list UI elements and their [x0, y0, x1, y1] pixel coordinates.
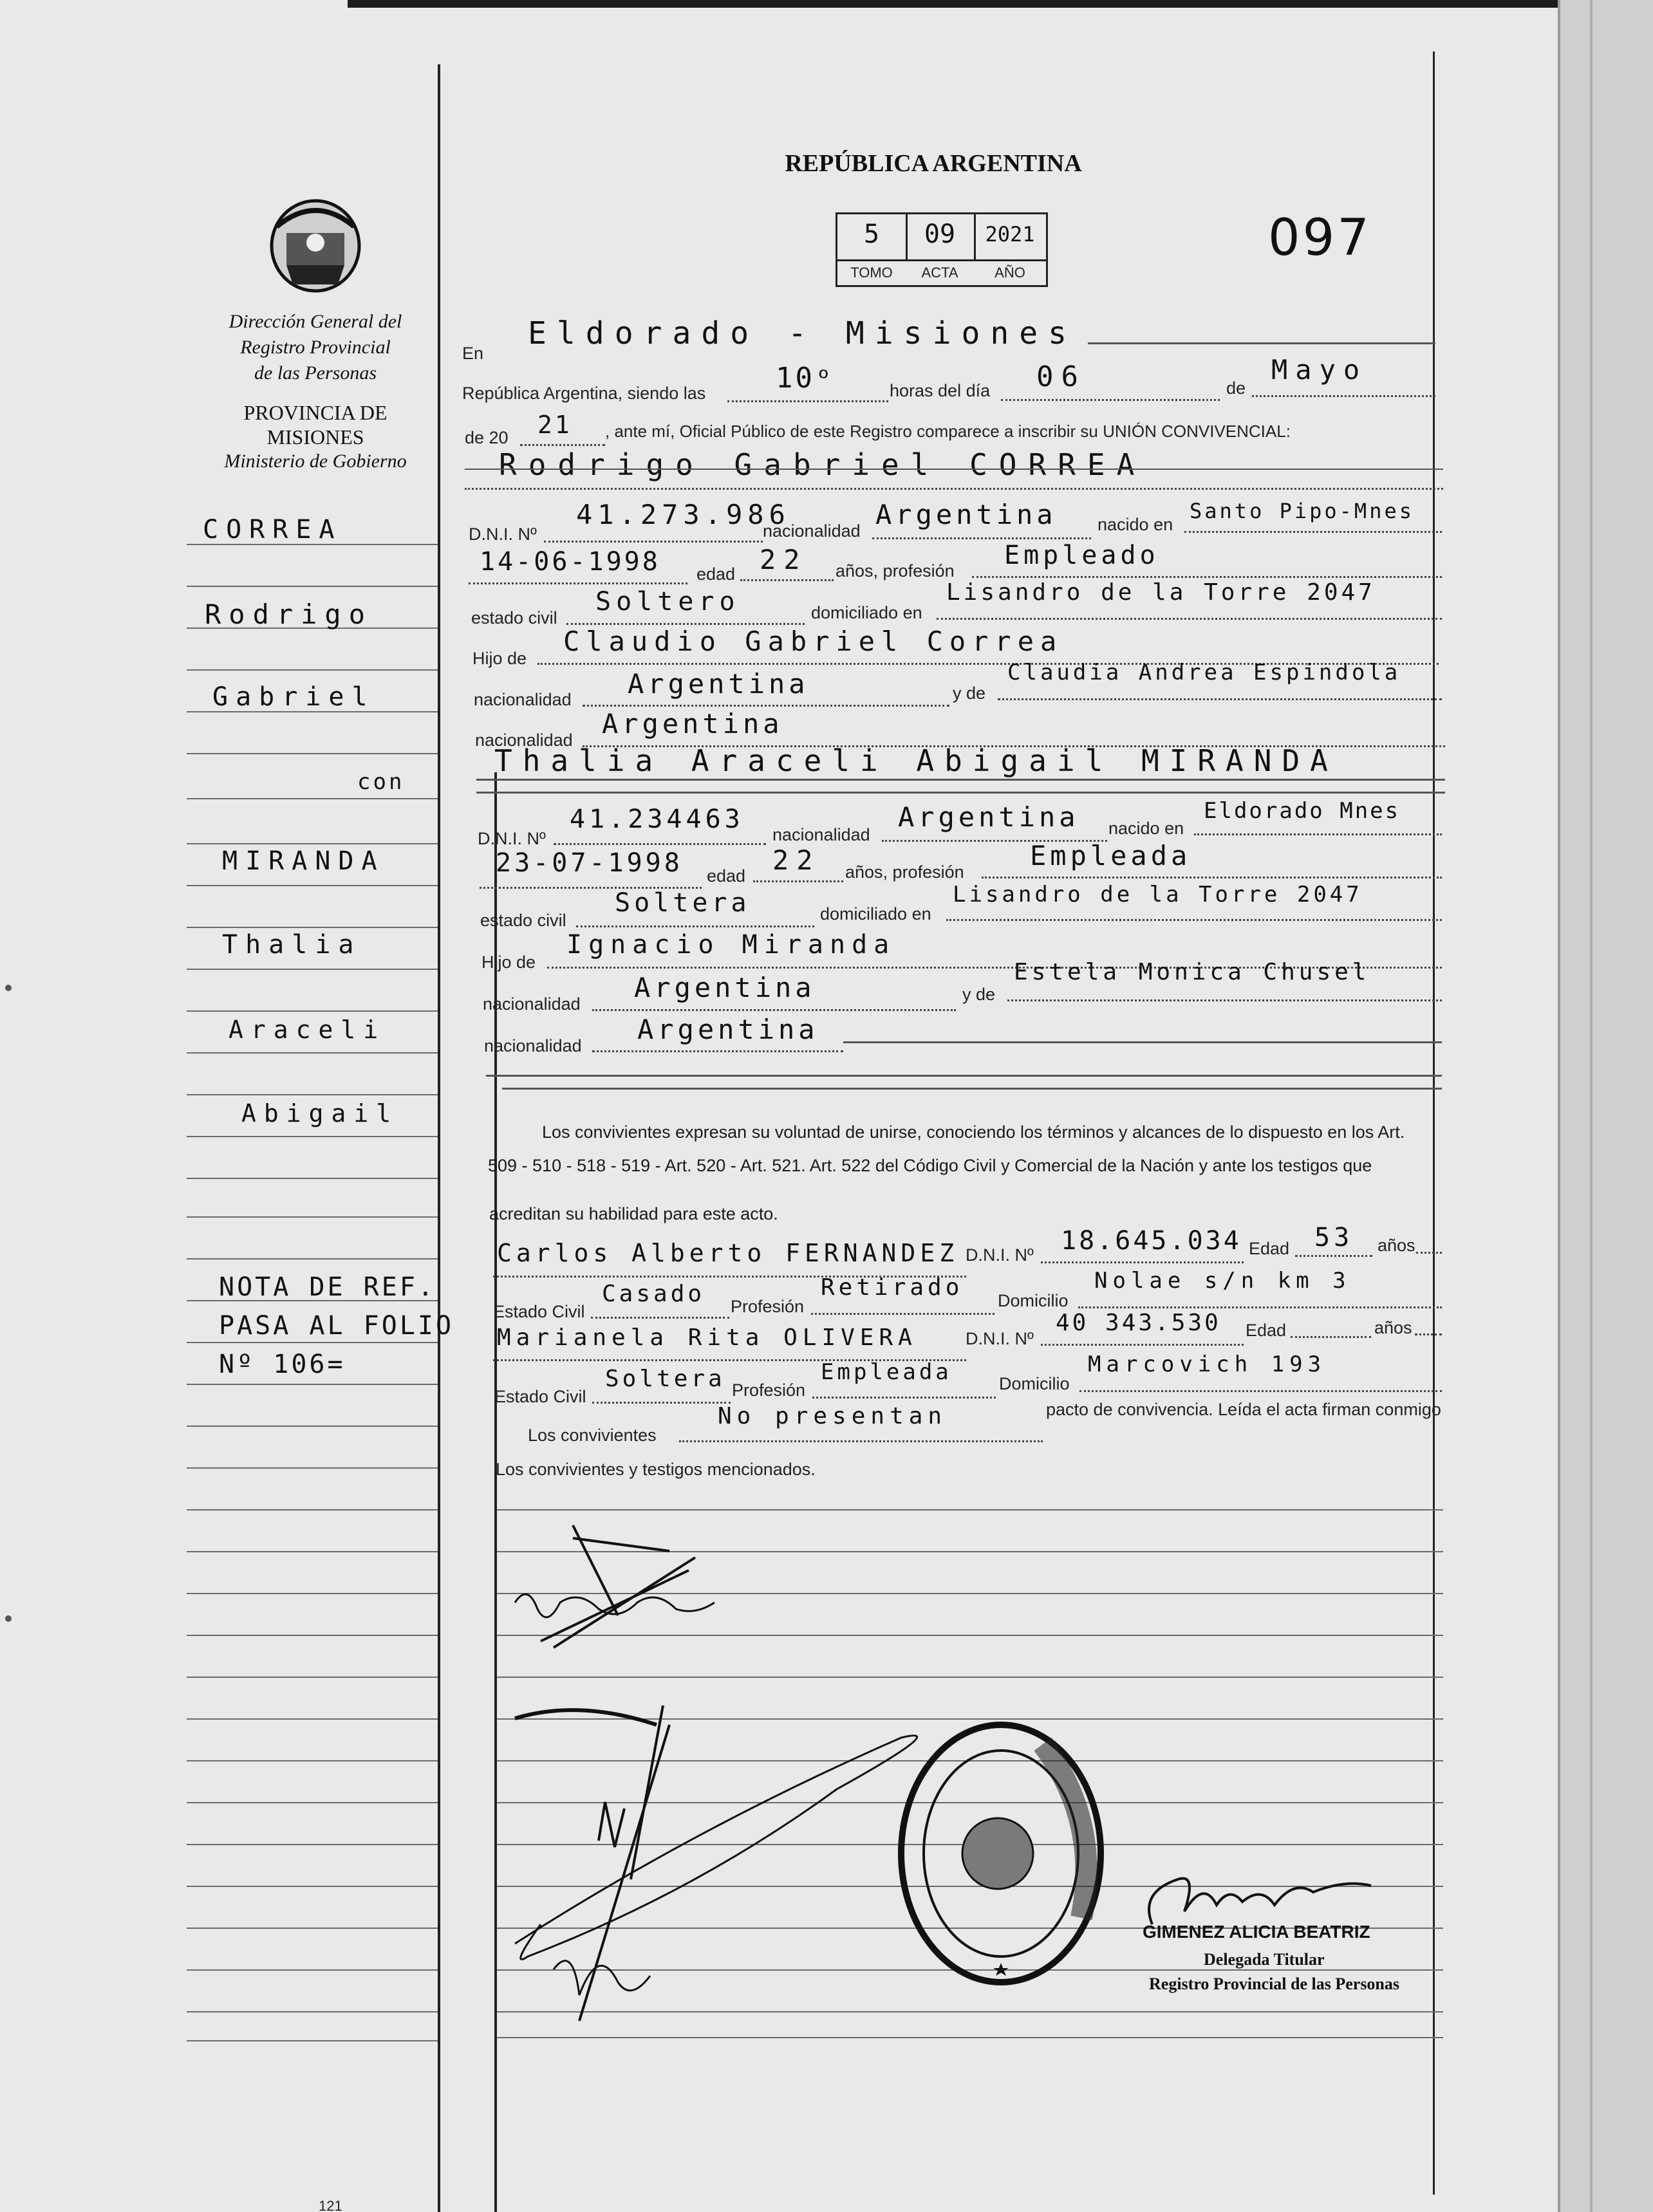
margin-line	[187, 669, 438, 671]
dots	[812, 1397, 996, 1399]
dots	[1416, 1252, 1442, 1254]
label-republica: República Argentina, siendo las	[462, 384, 706, 403]
margin-line	[187, 1760, 438, 1761]
p1-address: Lisandro de la Torre 2047	[946, 579, 1376, 606]
binder-hole	[5, 1615, 12, 1622]
w2-label-anos: años	[1374, 1318, 1412, 1337]
label-convivientes: Los convivientes	[528, 1426, 657, 1445]
witness1-address: Nolae s/n km 3	[1094, 1268, 1351, 1294]
tomo-acta-box	[836, 212, 1048, 287]
dots	[1041, 1344, 1244, 1346]
label-dni: D.N.I. Nº	[478, 829, 546, 848]
margin-line	[187, 1136, 438, 1137]
rule	[476, 779, 1445, 781]
agency-province	[193, 400, 438, 474]
witness1-dni: 18.645.034	[1061, 1226, 1242, 1256]
label-y-de: y de	[962, 985, 996, 1004]
sign-line	[497, 1677, 1443, 1678]
witness2-status: Soltera	[605, 1366, 725, 1392]
dots	[1001, 399, 1220, 401]
p2-father: Ignacio Miranda	[566, 930, 896, 960]
anio-value: 2021	[985, 222, 1035, 246]
sign-line	[497, 2037, 1443, 2038]
no-presentan: No presentan	[718, 1403, 948, 1429]
page-number: 121	[319, 2198, 342, 2212]
dots	[872, 537, 1091, 539]
dots	[753, 880, 843, 882]
p2-name: Thalia Araceli Abigail MIRANDA	[494, 743, 1338, 778]
dots	[592, 1009, 956, 1011]
dots	[1415, 1334, 1442, 1335]
p2-status: Soltera	[615, 888, 751, 918]
margin-line	[187, 586, 438, 587]
scan-top-edge	[348, 0, 1571, 8]
p1-status: Soltero	[595, 587, 740, 617]
label-hijo: Hijo de	[472, 649, 527, 668]
registry-stamp	[895, 1718, 1107, 1989]
dots	[1194, 833, 1442, 835]
w2-label-profesion: Profesión	[732, 1380, 806, 1400]
label-edad: edad	[696, 564, 736, 584]
tomo-label: TOMO	[850, 265, 893, 281]
margin-line	[187, 1802, 438, 1803]
margin-line	[187, 843, 438, 844]
margin-line	[187, 1052, 438, 1054]
dots	[998, 698, 1442, 700]
p1-father: Claudio Gabriel Correa	[563, 626, 1063, 657]
margin-line	[187, 1509, 438, 1510]
dots	[566, 623, 805, 625]
p2-address: Lisandro de la Torre 2047	[953, 882, 1363, 907]
anio-label: AÑO	[995, 265, 1025, 281]
act-year: 21	[537, 411, 572, 439]
rule	[502, 1088, 1442, 1090]
note-line-3: Nº 106=	[219, 1350, 346, 1379]
margin-line	[187, 1844, 438, 1845]
agency-provincia: PROVINCIA DE	[243, 401, 388, 424]
margin-rule	[438, 64, 440, 2212]
margin-line	[187, 1467, 438, 1469]
margin-line	[187, 1886, 438, 1887]
witness2-profession: Empleada	[821, 1359, 952, 1385]
label-nacido: nacido en	[1108, 819, 1184, 838]
dots	[592, 1402, 731, 1404]
act-day: 06	[1036, 360, 1086, 393]
officer-name: GIMENEZ ALICIA BEATRIZ	[1143, 1922, 1370, 1942]
w1-label-domicilio: Domicilio	[998, 1291, 1069, 1310]
act-month: Mayo	[1271, 354, 1368, 386]
p2-father-nationality: Argentina	[634, 972, 816, 1003]
margin-name-2a: Thalia	[222, 930, 362, 960]
label-profesion: años, profesión	[845, 862, 964, 882]
note-line-2: PASA AL FOLIO	[219, 1311, 454, 1341]
p2-age: 22	[772, 844, 821, 876]
dots	[1295, 1255, 1372, 1257]
w2-label-dni: D.N.I. Nº	[966, 1329, 1034, 1348]
dots	[583, 705, 949, 707]
label-nacionalidad: nacionalidad	[474, 690, 572, 709]
margin-line	[187, 1928, 438, 1929]
rule	[476, 792, 1445, 794]
body-paragraph-2: 509 - 510 - 518 - 519 - Art. 520 - Art. 521. Art. 522 del Código Civil y Comercial de la Nación y ante los testigos que	[488, 1156, 1372, 1175]
p1-age: 22	[760, 544, 808, 575]
officer-office: Registro Provincial de las Personas	[1149, 1975, 1400, 1993]
margin-line	[187, 1010, 438, 1012]
act-hour: 10ᵒ	[776, 362, 835, 395]
dots	[1184, 531, 1442, 533]
acta-cell	[906, 214, 976, 259]
officer-role: Delegada Titular	[1204, 1950, 1325, 1969]
margin-line	[187, 1635, 438, 1636]
label-nacionalidad: nacionalidad	[772, 825, 870, 844]
acta-value: 09	[924, 219, 956, 249]
p1-birthplace: Santo Pipo-Mnes	[1190, 499, 1414, 523]
dots	[520, 444, 605, 446]
p2-profession: Empleada	[1030, 840, 1191, 871]
label-de20: de 20	[465, 428, 509, 447]
p1-name: Rodrigo Gabriel CORREA	[499, 447, 1146, 482]
p2-mother: Estela Monica Chusel	[1014, 959, 1370, 985]
margin-line	[187, 1258, 438, 1259]
label-mencionados: Los convivientes y testigos mencionados.	[496, 1460, 816, 1479]
margin-line	[187, 1969, 438, 1971]
margin-line	[187, 798, 438, 799]
label-pacto: pacto de convivencia. Leída el acta firman conmigo	[1046, 1400, 1441, 1419]
p1-father-nationality: Argentina	[628, 668, 809, 700]
margin-line	[187, 1551, 438, 1552]
body-paragraph-1: Los convivientes expresan su voluntad de unirse, conociendo los términos y alcances de lo dispuesto en los Art.	[542, 1122, 1405, 1142]
p2-nationality: Argentina	[898, 801, 1079, 833]
label-edad: edad	[707, 866, 746, 886]
margin-name-1b: Gabriel	[212, 682, 375, 712]
dots	[1252, 395, 1435, 397]
witness1-age: 53	[1314, 1223, 1354, 1252]
dots	[811, 1313, 995, 1315]
label-comparece: , ante mí, Oficial Público de este Registro comparece a inscribir su UNIÓN CONVIVENCIAL:	[605, 422, 1291, 441]
dots	[1041, 1261, 1244, 1263]
witness1-status: Casado	[602, 1281, 705, 1307]
book-edge-line	[1590, 0, 1592, 2212]
w2-label-estado: Estado Civil	[494, 1387, 586, 1406]
margin-line	[187, 753, 438, 754]
binder-hole	[5, 985, 12, 991]
dots	[972, 576, 1442, 578]
dots	[740, 579, 834, 581]
label-nacionalidad: nacionalidad	[483, 994, 581, 1014]
label-horas: horas del día	[890, 381, 991, 400]
margin-line	[187, 1178, 438, 1179]
dots	[679, 1440, 1043, 1442]
p1-profession: Empleado	[1004, 541, 1159, 570]
signature-bride-witness	[502, 1699, 940, 2034]
label-domiciliado: domiciliado en	[820, 904, 931, 924]
label-nacionalidad: nacionalidad	[763, 521, 861, 541]
tomo-value: 5	[863, 219, 880, 249]
margin-line	[187, 1384, 438, 1385]
witness1-name: Carlos Alberto FERNANDEZ	[497, 1239, 959, 1267]
province-logo	[264, 188, 367, 297]
label-de: de	[1226, 378, 1246, 398]
inner-rule	[494, 772, 497, 2212]
margin-line	[187, 1677, 438, 1678]
body-paragraph-3: acreditan su habilidad para este acto.	[489, 1204, 778, 1223]
acta-label: ACTA	[921, 265, 958, 281]
label-estado: estado civil	[471, 608, 557, 627]
agency-ministerio: Ministerio de Gobierno	[224, 451, 407, 472]
margin-surname-2: MIRANDA	[222, 846, 385, 876]
note-line-1: NOTA DE REF.	[219, 1272, 436, 1302]
act-place: Eldorado - Misiones	[528, 315, 1078, 351]
margin-surname-1: CORREA	[203, 515, 342, 544]
p2-dni: 41.234463	[570, 804, 744, 834]
dots	[727, 400, 888, 402]
rule	[1088, 342, 1435, 344]
label-domiciliado: domiciliado en	[811, 603, 922, 622]
book-edge	[1558, 0, 1653, 2212]
dots	[982, 877, 1442, 878]
label-profesion: años, profesión	[836, 561, 955, 581]
dots	[465, 488, 1443, 490]
anio-cell	[974, 214, 1046, 259]
w2-label-domicilio: Domicilio	[999, 1374, 1070, 1393]
dots	[1078, 1306, 1442, 1308]
p2-birthdate: 23-07-1998	[496, 848, 683, 878]
label-nacionalidad: nacionalidad	[484, 1036, 582, 1055]
witness1-profession: Retirado	[821, 1274, 964, 1301]
box-divider	[837, 259, 1046, 261]
agency-direccion: Dirección General del	[229, 311, 402, 332]
p1-mother-nationality: Argentina	[602, 708, 783, 739]
label-estado: estado civil	[480, 911, 566, 930]
dots	[591, 1317, 729, 1319]
p1-birthdate: 14-06-1998	[480, 547, 660, 577]
dots	[576, 925, 814, 927]
dots	[592, 1050, 843, 1052]
dots	[946, 919, 1442, 921]
label-nacionalidad: nacionalidad	[475, 730, 573, 750]
label-en: En	[462, 344, 484, 363]
witness2-address: Marcovich 193	[1088, 1352, 1327, 1377]
tomo-cell	[837, 214, 908, 259]
agency-misiones: MISIONES	[266, 425, 364, 449]
p2-birthplace: Eldorado Mnes	[1204, 798, 1401, 824]
w1-label-profesion: Profesión	[731, 1297, 805, 1316]
agency-registro: Registro Provincial	[240, 337, 391, 358]
margin-name-1a: Rodrigo	[205, 599, 373, 630]
dots	[1079, 1390, 1442, 1392]
rule	[843, 1041, 1442, 1043]
w2-label-edad: Edad	[1246, 1321, 1287, 1340]
signature-groom	[502, 1512, 772, 1654]
label-dni: D.N.I. Nº	[469, 525, 537, 544]
margin-line	[187, 2040, 438, 2041]
agency-block	[193, 309, 438, 386]
sign-line	[497, 1509, 1443, 1510]
margin-line	[187, 1718, 438, 1720]
dots	[1291, 1336, 1371, 1338]
margin-name-2b: Araceli	[229, 1016, 386, 1044]
margin-line	[187, 927, 438, 928]
w1-label-edad: Edad	[1249, 1239, 1290, 1258]
margin-line	[187, 1216, 438, 1218]
margin-con: con	[357, 769, 405, 795]
page-title: REPÚBLICA ARGENTINA	[785, 150, 1082, 177]
witness2-name: Marianela Rita OLIVERA	[497, 1324, 917, 1351]
dots	[1007, 999, 1442, 1001]
dots	[937, 618, 1442, 620]
p1-dni: 41.273.986	[576, 499, 790, 530]
dots	[469, 582, 687, 584]
w1-label-dni: D.N.I. Nº	[966, 1245, 1034, 1265]
margin-line	[187, 969, 438, 970]
w1-label-estado: Estado Civil	[493, 1302, 585, 1321]
label-y-de: y de	[953, 683, 986, 703]
label-hijo: Hijo de	[481, 953, 536, 972]
p1-nationality: Argentina	[875, 499, 1057, 530]
margin-note	[219, 1268, 454, 1384]
dots	[544, 541, 763, 543]
margin-line	[187, 885, 438, 886]
margin-line	[187, 1426, 438, 1427]
label-nacido: nacido en	[1097, 515, 1173, 534]
witness2-dni: 40 343.530	[1056, 1310, 1221, 1336]
agency-personas: de las Personas	[254, 362, 377, 384]
margin-line	[187, 2011, 438, 2012]
rule	[486, 1075, 1442, 1077]
w1-label-anos: años	[1378, 1236, 1415, 1255]
margin-name-2c: Abigail	[241, 1099, 399, 1128]
margin-line	[187, 1094, 438, 1095]
rule	[465, 469, 1443, 470]
dots	[554, 843, 766, 845]
act-number: 097	[1268, 209, 1372, 267]
p1-mother: Claudia Andrea Espindola	[1007, 660, 1401, 685]
p2-mother-nationality: Argentina	[637, 1014, 819, 1045]
margin-line	[187, 1593, 438, 1594]
